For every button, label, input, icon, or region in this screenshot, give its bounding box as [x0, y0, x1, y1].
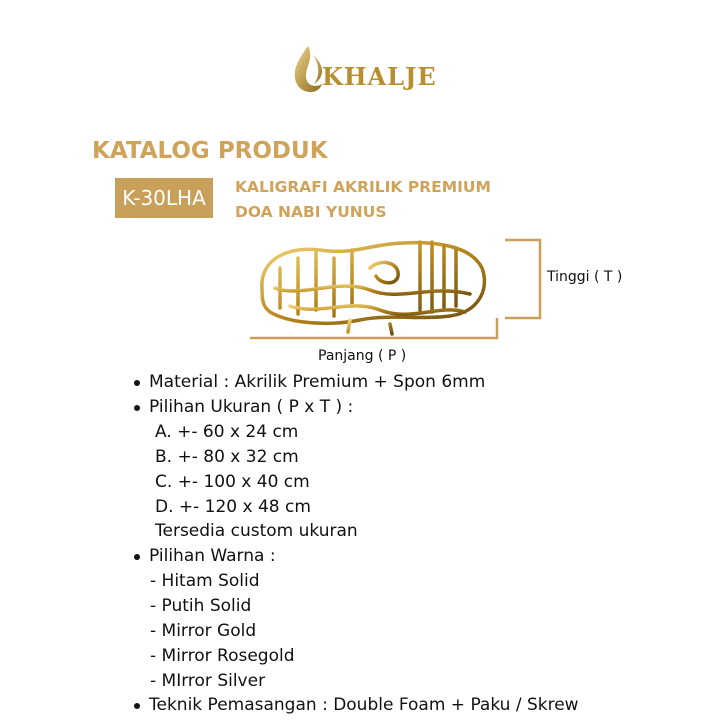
color-option: - Mirror Rosegold	[150, 646, 295, 666]
size-option: A. +- 60 x 24 cm	[155, 422, 299, 442]
size-option: D. +- 120 x 48 cm	[155, 497, 311, 517]
color-option: - MIrror Silver	[150, 671, 266, 691]
length-label: Panjang ( P )	[318, 348, 407, 364]
spec-material: Material : Akrilik Premium + Spon 6mm	[149, 372, 486, 392]
brand-logo-text: KHALJE	[322, 62, 437, 91]
catalog-title: KATALOG PRODUK	[92, 138, 328, 164]
custom-size-note: Tersedia custom ukuran	[155, 521, 358, 541]
spec-size-heading: Pilihan Ukuran ( P x T ) :	[149, 397, 354, 417]
spec-installation: Teknik Pemasangan : Double Foam + Paku / Skrew	[149, 695, 579, 715]
color-option: - Hitam Solid	[150, 571, 260, 591]
height-label: Tinggi ( T )	[547, 269, 623, 285]
calligraphy-image	[250, 228, 550, 348]
product-name-line1: KALIGRAFI AKRILIK PREMIUM	[235, 178, 491, 196]
color-option: - Mirror Gold	[150, 621, 257, 641]
size-option: B. +- 80 x 32 cm	[155, 447, 299, 467]
color-option: - Putih Solid	[150, 596, 252, 616]
product-name-line2: DOA NABI YUNUS	[235, 203, 387, 221]
size-option: C. +- 100 x 40 cm	[155, 472, 310, 492]
product-code-badge: K-30LHA	[115, 178, 213, 218]
spec-color-heading: Pilihan Warna :	[149, 546, 276, 566]
